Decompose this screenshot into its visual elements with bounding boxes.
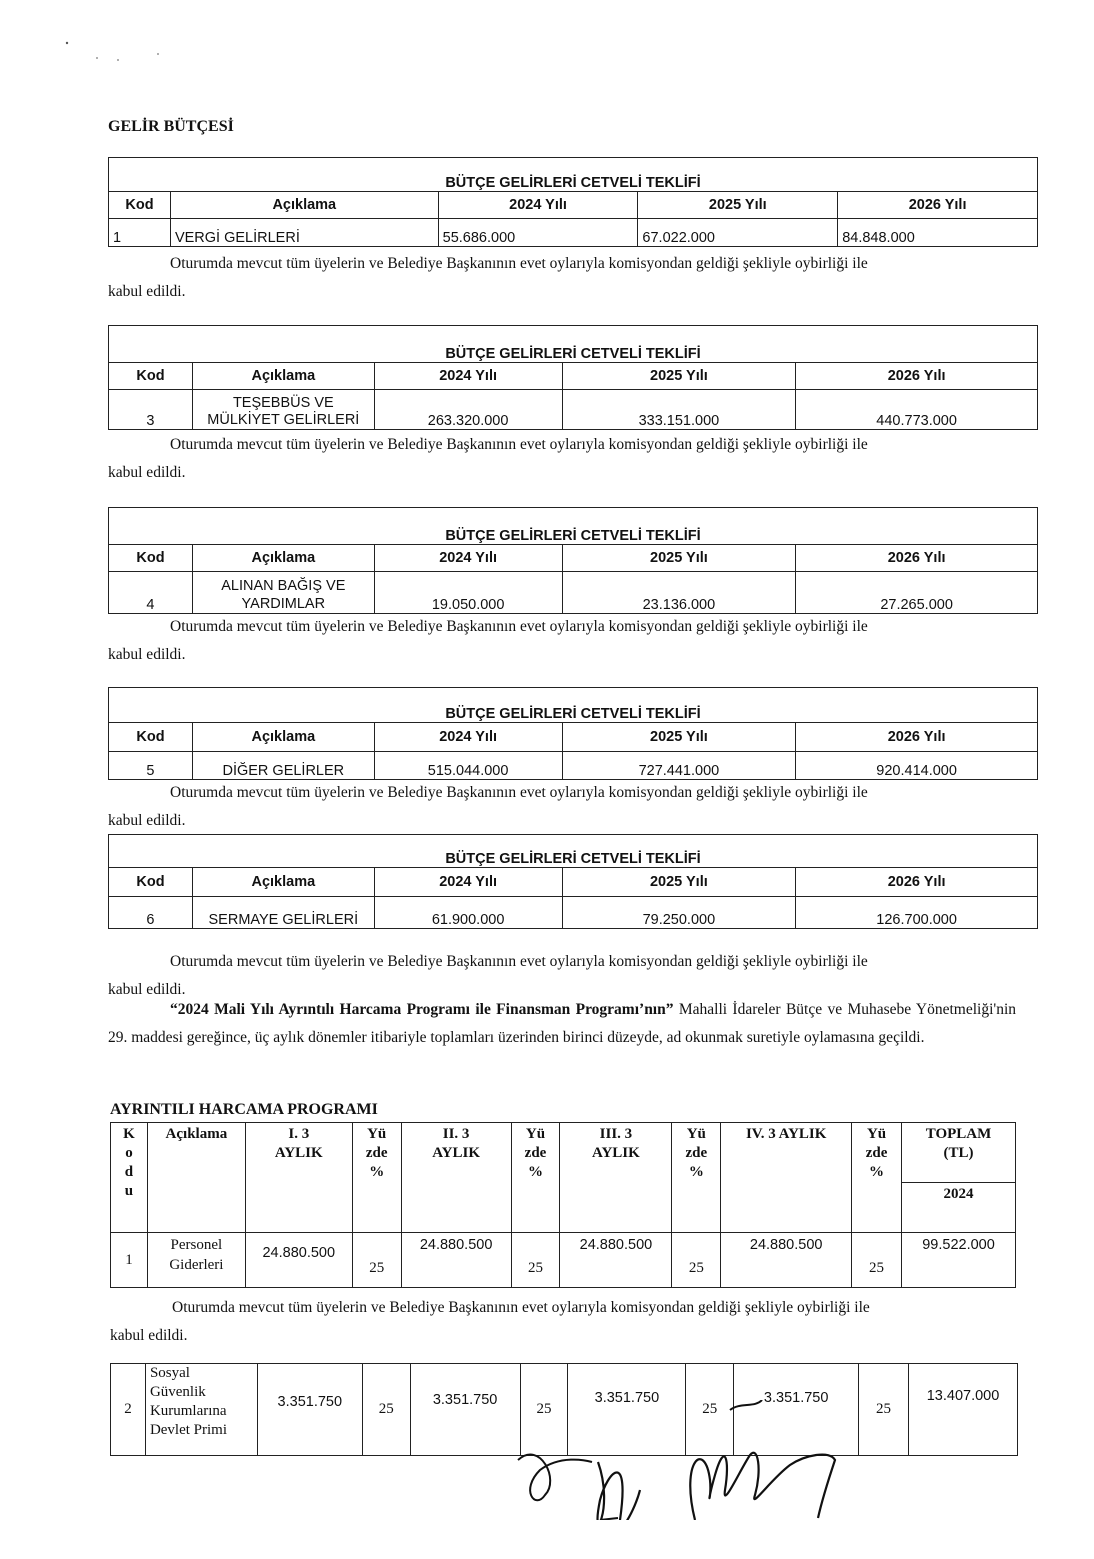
col-header-2025: 2025 Yılı (562, 545, 796, 572)
col-header-2024: 2024 Yılı (374, 545, 562, 572)
col-header-pct3 (672, 1123, 721, 1233)
program-intro-paragraph (108, 996, 1016, 1052)
cell-q1: 3.351.750 (257, 1364, 362, 1456)
kodu-letter: d (124, 1164, 134, 1180)
col-header-2025: 2025 Yılı (562, 363, 796, 390)
budget-table-2 (108, 325, 1038, 430)
cell-q3: 24.880.500 (560, 1233, 672, 1288)
cell-2026: 126.700.000 (796, 897, 1038, 929)
q2-line1: II. 3 (442, 1126, 470, 1142)
cell-2024: 55.686.000 (438, 219, 638, 247)
col-header-pct1 (352, 1123, 401, 1233)
vote-line-end: kabul edildi. (108, 812, 186, 829)
col-header-year: 2024 (902, 1183, 1016, 1233)
cell-p3: 25 (686, 1364, 734, 1456)
cell-2024: 19.050.000 (374, 572, 562, 614)
cell-2026: 84.848.000 (838, 219, 1038, 247)
vote-line-end: kabul edildi. (108, 283, 186, 300)
col-header-q4: IV. 3 AYLIK (721, 1123, 852, 1233)
cell-aciklama (192, 572, 374, 614)
cell-aciklama-line2: MÜLKİYET GELİRLERİ (207, 412, 360, 428)
col-header-2024: 2024 Yılı (438, 192, 638, 219)
vote-line: Oturumda mevcut tüm üyelerin ve Belediye Başkanının evet oylarıyla komisyondan geldiği şekliyle oybirliği ile (170, 784, 868, 801)
col-header-aciklama: Açıklama (170, 192, 438, 219)
col-header-aciklama: Açıklama (192, 868, 374, 897)
cell-2025: 67.022.000 (638, 219, 838, 247)
cell-kod: 6 (109, 897, 193, 929)
col-header-q3 (560, 1123, 672, 1233)
aciklama-line: Sosyal (149, 1365, 190, 1381)
vote-line-end: kabul edildi. (108, 981, 186, 998)
q1-line2: AYLIK (274, 1145, 323, 1161)
col-header-2024: 2024 Yılı (374, 868, 562, 897)
kodu-letter: o (125, 1145, 133, 1161)
col-header-2024: 2024 Yılı (374, 723, 562, 752)
col-header-2024: 2024 Yılı (374, 363, 562, 390)
page-heading: GELİR BÜTÇESİ (108, 118, 234, 135)
vote-line: Oturumda mevcut tüm üyelerin ve Belediye Başkanının evet oylarıyla komisyondan geldiği şekliyle oybirliği ile (172, 1299, 870, 1316)
cell-aciklama: VERGİ GELİRLERİ (170, 219, 438, 247)
aciklama-line: Güvenlik (149, 1384, 206, 1400)
vote-line: Oturumda mevcut tüm üyelerin ve Belediye Başkanının evet oylarıyla komisyondan geldiği şekliyle oybirliği ile (170, 255, 868, 272)
aciklama-line: Giderleri (169, 1257, 224, 1273)
kodu-letter: K (123, 1126, 135, 1142)
cell-p2: 25 (520, 1364, 568, 1456)
cell-total: 99.522.000 (902, 1233, 1016, 1288)
col-header-aciklama: Açıklama (147, 1123, 245, 1233)
q3-line2: AYLIK (592, 1145, 640, 1161)
vote-paragraph-2 (108, 431, 1016, 487)
pct-line: % (528, 1164, 543, 1180)
budget-table-5 (108, 834, 1038, 929)
cell-aciklama (145, 1364, 257, 1456)
col-header-2025: 2025 Yılı (638, 192, 838, 219)
col-header-q2 (401, 1123, 511, 1233)
signatures (500, 1400, 860, 1520)
pct-line: % (869, 1164, 885, 1180)
pct-line: Yü (367, 1126, 387, 1142)
cell-q1: 24.880.500 (245, 1233, 352, 1288)
kodu-letter: u (124, 1183, 134, 1199)
toplam-line1: TOPLAM (925, 1126, 992, 1142)
col-header-kodu (111, 1123, 148, 1233)
cell-p1: 25 (352, 1233, 401, 1288)
cell-2024: 515.044.000 (374, 752, 562, 780)
cell-2025: 333.151.000 (562, 390, 796, 430)
q2-line2: AYLIK (432, 1145, 480, 1161)
col-header-kod: Kod (109, 868, 193, 897)
q3-line1: III. 3 (599, 1126, 633, 1142)
col-header-pct2 (511, 1123, 560, 1233)
col-header-2026: 2026 Yılı (796, 868, 1038, 897)
cell-kod: 4 (109, 572, 193, 614)
cell-kod: 2 (111, 1364, 146, 1456)
table-title: BÜTÇE GELİRLERİ CETVELİ TEKLİFİ (109, 688, 1038, 723)
cell-q2: 24.880.500 (401, 1233, 511, 1288)
pct-line: zde (685, 1145, 708, 1161)
table-row (111, 1233, 1016, 1288)
vote-line-end: kabul edildi. (108, 646, 186, 663)
table-title: BÜTÇE GELİRLERİ CETVELİ TEKLİFİ (109, 326, 1038, 363)
col-header-2026: 2026 Yılı (796, 363, 1038, 390)
col-header-aciklama: Açıklama (192, 723, 374, 752)
col-header-2026: 2026 Yılı (796, 545, 1038, 572)
pct-line: zde (865, 1145, 888, 1161)
cell-q3: 3.351.750 (568, 1364, 686, 1456)
vote-paragraph-4 (108, 779, 1016, 835)
pct-line: Yü (686, 1126, 706, 1142)
table-title: BÜTÇE GELİRLERİ CETVELİ TEKLİFİ (109, 158, 1038, 192)
cell-aciklama: DİĞER GELİRLER (192, 752, 374, 780)
pct-line: Yü (866, 1126, 887, 1142)
aciklama-line: Devlet Primi (149, 1422, 228, 1438)
col-header-kod: Kod (109, 723, 193, 752)
cell-kod: 1 (109, 219, 171, 247)
vote-line: Oturumda mevcut tüm üyelerin ve Belediye Başkanının evet oylarıyla komisyondan geldiği şekliyle oybirliği ile (170, 953, 868, 970)
harcama-title: AYRINTILI HARCAMA PROGRAMI (110, 1101, 378, 1118)
table-title: BÜTÇE GELİRLERİ CETVELİ TEKLİFİ (109, 508, 1038, 545)
col-header-q1 (245, 1123, 352, 1233)
vote-line-end: kabul edildi. (108, 464, 186, 481)
harcama-table (110, 1122, 1016, 1288)
pct-line: % (369, 1164, 385, 1180)
cell-p4: 25 (859, 1364, 909, 1456)
col-header-kod: Kod (109, 192, 171, 219)
col-header-toplam (902, 1123, 1016, 1183)
cell-p1: 25 (362, 1364, 410, 1456)
vote-line: Oturumda mevcut tüm üyelerin ve Belediye Başkanının evet oylarıyla komisyondan geldiği şekliyle oybirliği ile (170, 436, 868, 453)
program-intro-bold: “2024 Mali Yılı Ayrıntılı Harcama Programı ile Finansman Programı’nın” (170, 1001, 674, 1018)
col-header-kod: Kod (109, 545, 193, 572)
cell-p4: 25 (852, 1233, 902, 1288)
cell-p2: 25 (511, 1233, 560, 1288)
cell-total: 13.407.000 (909, 1364, 1018, 1456)
col-header-pct4 (852, 1123, 902, 1233)
cell-aciklama (147, 1233, 245, 1288)
vote-line: Oturumda mevcut tüm üyelerin ve Belediye Başkanının evet oylarıyla komisyondan geldiği şekliyle oybirliği ile (170, 618, 868, 635)
cell-q4: 3.351.750 (734, 1364, 859, 1456)
program-intro-text: Mahalli İdareler Bütçe ve Muhasebe Yönetmeliği'nin 29. maddesi gereğince, üç aylık dönemler itibariyle toplamları üzerinden birinci düzeyde, ad okunmak suretiyle oylamasına geçildi. (108, 1001, 1017, 1046)
cell-2026: 920.414.000 (796, 752, 1038, 780)
col-header-2026: 2026 Yılı (796, 723, 1038, 752)
q1-line1: I. 3 (288, 1126, 310, 1142)
cell-2026: 440.773.000 (796, 390, 1038, 430)
col-header-kod: Kod (109, 363, 193, 390)
budget-table-3 (108, 507, 1038, 614)
aciklama-line: Kurumlarına (149, 1403, 227, 1419)
cell-q2: 3.351.750 (410, 1364, 520, 1456)
vote-paragraph-1 (108, 250, 1016, 306)
col-header-2026: 2026 Yılı (838, 192, 1038, 219)
col-header-aciklama: Açıklama (192, 545, 374, 572)
budget-table-1 (108, 157, 1038, 247)
cell-aciklama (192, 390, 374, 430)
cell-kod: 5 (109, 752, 193, 780)
pct-line: zde (365, 1145, 388, 1161)
scan-marks (64, 40, 164, 70)
vote-line-end: kabul edildi. (110, 1327, 188, 1344)
cell-2024: 263.320.000 (374, 390, 562, 430)
col-header-2025: 2025 Yılı (562, 723, 796, 752)
cell-aciklama: SERMAYE GELİRLERİ (192, 897, 374, 929)
col-header-2025: 2025 Yılı (562, 868, 796, 897)
cell-2024: 61.900.000 (374, 897, 562, 929)
cell-2025: 727.441.000 (562, 752, 796, 780)
table-title: BÜTÇE GELİRLERİ CETVELİ TEKLİFİ (109, 835, 1038, 868)
cell-p3: 25 (672, 1233, 721, 1288)
cell-aciklama-line1: ALINAN BAĞIŞ VE (221, 578, 346, 594)
pct-line: % (688, 1164, 704, 1180)
pct-line: Yü (525, 1126, 546, 1142)
pct-line: zde (524, 1145, 547, 1161)
aciklama-line: Personel (170, 1237, 223, 1253)
cell-2026: 27.265.000 (796, 572, 1038, 614)
vote-paragraph-6 (110, 1294, 1016, 1350)
cell-aciklama-line2: YARDIMLAR (241, 596, 326, 612)
cell-2025: 79.250.000 (562, 897, 796, 929)
budget-table-4 (108, 687, 1038, 780)
vote-paragraph-3 (108, 613, 1016, 669)
cell-aciklama-line1: TEŞEBBÜS VE (232, 395, 334, 411)
cell-q4: 24.880.500 (721, 1233, 852, 1288)
col-header-aciklama: Açıklama (192, 363, 374, 390)
cell-kod: 3 (109, 390, 193, 430)
cell-2025: 23.136.000 (562, 572, 796, 614)
toplam-line2: (TL) (943, 1145, 974, 1161)
cell-kod: 1 (111, 1233, 148, 1288)
